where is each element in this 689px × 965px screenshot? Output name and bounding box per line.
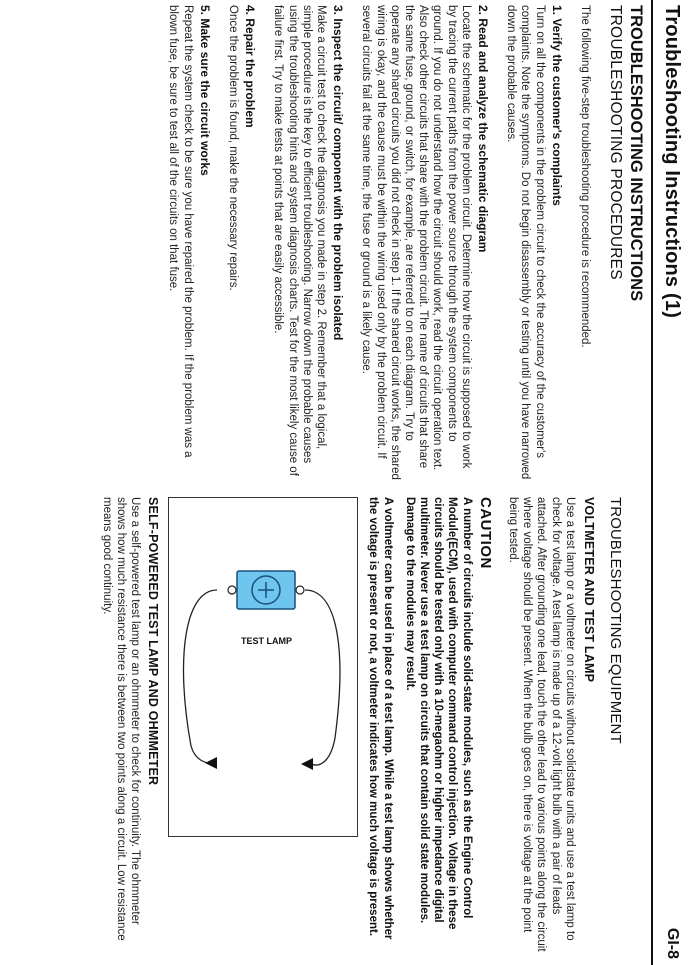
step-body: Once the problem is found, make the necessary repairs. (226, 5, 239, 291)
step-1 (504, 5, 564, 483)
right-column (85, 497, 645, 957)
header-bar (651, 0, 689, 965)
section-heading: TROUBLESHOOTING INSTRUCTIONS (627, 5, 645, 302)
step-5 (166, 5, 212, 483)
page-number: GI-8 (664, 927, 681, 959)
test-lamp-diagram (168, 497, 358, 837)
step-title: 4. Repair the problem (243, 5, 258, 128)
voltmeter-title: VOLTMETER AND TEST LAMP (582, 497, 596, 683)
step-3 (271, 5, 345, 483)
test-lamp-label: TEST LAMP (241, 636, 293, 646)
step-title: 3. Inspect the circuit/ component with the problem isolated (331, 5, 346, 341)
step-body: Locate the schematic for the problem circuit. Determine how the circuit is supposed to work by tracing the current paths from the power source through the system components to ground. If you do not understand how the circuit should work, read the circuit operation text. Also check other circuits that share with the problem circuit. The name of circuits that share the same fuse, ground, or switch, for example, are referred to on each diagram. Try to operate any shared circuits you did not check in step 1. If the shared circuit works, the shared wiring is okay, and the cause must be within the wiring used only by the problem circuit. If several circuits fail at the same time, the fuse or ground is a likely cause. (360, 5, 472, 480)
left-column (152, 5, 645, 483)
step-2 (359, 5, 490, 483)
upper-probe-tip (301, 758, 313, 770)
upper-lead (305, 590, 340, 765)
lower-probe-tip (205, 757, 217, 769)
self-powered-body: Use a self-powered test lamp or an ohmmeter to check for continuity. The ohmmeter shows how much resistance there is between two points along a circuit. Low resistance means good continuity. (100, 497, 141, 941)
lamp-terminal-top (296, 586, 304, 594)
step-title: 2. Read and analyze the schematic diagram (475, 5, 490, 253)
step-title: 1. Verify the customer's complaints (549, 5, 564, 206)
equipment-heading: TROUBLESHOOTING EQUIPMENT (607, 497, 624, 744)
step-body: Turn on all the components in the problem circuit to check the accuracy of the customer's complaints. Note the symptoms. Do not begin disassembly or testing until you have narrowed down the probable causes. (505, 5, 546, 480)
lamp-terminal-bottom (228, 586, 236, 594)
caution-title: CAUTION (476, 497, 494, 569)
voltmeter-body: Use a test lamp or a voltmeter on circuits without solidstate units and use a test lamp to check for voltage. A test lamp is made up of a 12-volt light bulb with a pair of leads attached. After grounding one lead, touch the other lead to various points along the circuit where voltage should be present. When the bulb goes on, there is voltage at the point being tested. (506, 497, 576, 952)
subsection-heading: TROUBLESHOOTING PROCEDURES (607, 5, 624, 280)
voltmeter-note: A voltmeter can be used in place of a test lamp. While a test lamp shows whether the voltage is present or not, a voltmeter indicates how much voltage is present. (367, 497, 394, 940)
step-4 (226, 5, 257, 483)
test-lamp-drawing (167, 498, 357, 838)
step-body: Repeat the system check to be sure you have repaired the problem. If the problem was a blown fuse, be sure to test all of the circuits on that fuse. (167, 5, 194, 458)
page-title: Troubleshooting Instructions (1) (661, 5, 683, 319)
self-powered-title: SELF-POWERED TEST LAMP AND OHMMETER (146, 497, 161, 786)
intro-text: The following five-step troubleshooting procedure is recommended. (579, 5, 591, 348)
caution-text: A number of circuits include solid-state modules, such as the Engine Control Module(ECM), used with computer command control injection. Voltage in these circuits should be tested only with a 10-megaohm or higher impedance digital multimeter. Never use a test lamp on circuits that contain solid state modules. Damage to the modules may result. (403, 497, 473, 930)
step-title: 5. Make sure the circuit works (197, 5, 212, 176)
step-body: Make a circuit test to check the diagnosis you made in step 2. Remember that a logical, simple procedure is the key to efficient troubleshooting. Narrow down the probable causes using the troubleshooting hints and system diagnosis charts. Test for the most likely cause of failure first. Try to make tests at points that are easily accessible. (272, 5, 327, 476)
lower-lead (184, 590, 218, 763)
